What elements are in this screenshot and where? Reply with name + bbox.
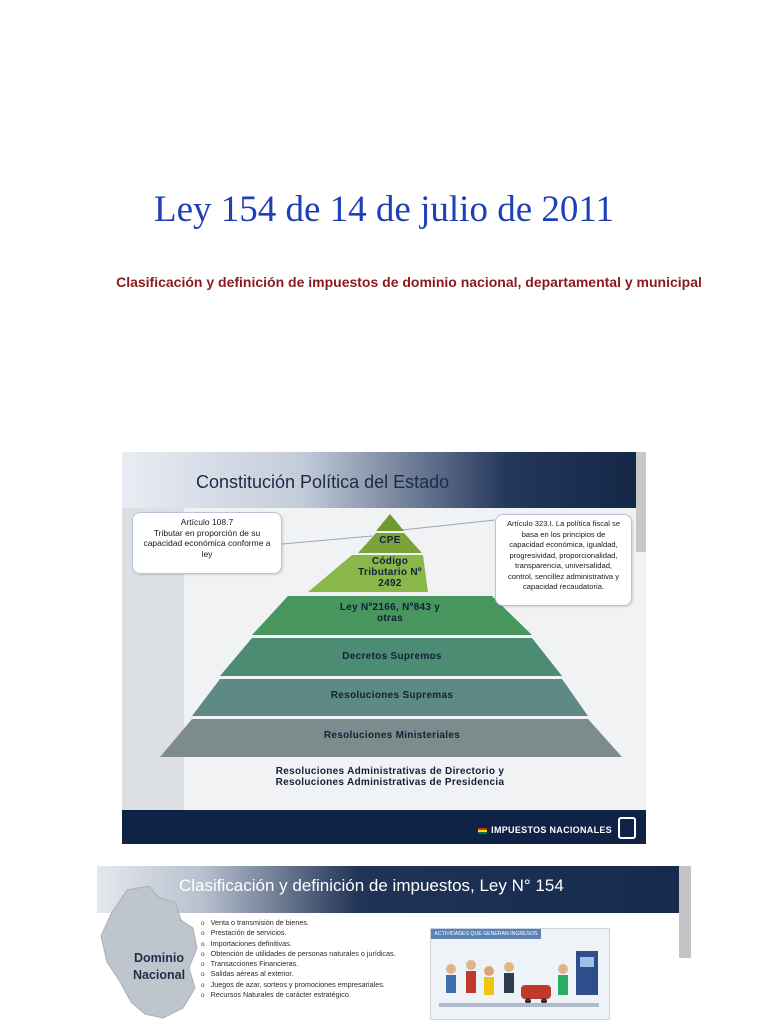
callout-articulo-108 xyxy=(132,512,282,574)
res-admin-line1: Resoluciones Administrativas de Directorio y xyxy=(275,766,505,777)
map-label xyxy=(119,950,199,984)
callout-right-line3: capacidad económica, igualdad, xyxy=(509,540,618,549)
pyramid-label-res-ministeriales: Resoluciones Ministeriales xyxy=(323,730,461,741)
list-item: o Salidas aéreas al exterior. xyxy=(201,969,396,979)
map-label-line2: Nacional xyxy=(132,968,186,982)
pyramid-label-decretos: Decretos Supremos xyxy=(342,651,442,662)
bolivia-flag-icon xyxy=(478,828,487,834)
res-admin-line2: Resoluciones Administrativas de Presidencia xyxy=(275,777,505,788)
page-subtitle: Clasificación y definición de impuestos de dominio nacional, departamental y municipal xyxy=(116,274,702,290)
pyramid-label-codigo xyxy=(330,556,450,589)
callout-right-line6: control, sencillez administrativa y xyxy=(508,571,619,581)
pyramid-label-ley xyxy=(290,602,490,624)
list-item: o Transacciones Financieras. xyxy=(201,959,396,969)
callout-right-line2: basa en los principios de xyxy=(521,529,606,539)
callout-articulo-323 xyxy=(495,514,632,606)
slide-pyramid xyxy=(122,452,646,844)
pyramid-label-res-administrativas xyxy=(192,766,588,788)
list-item: o Prestación de servicios. xyxy=(201,928,396,938)
list-item: o Importaciones definitivas. xyxy=(201,939,396,949)
logo-text: IMPUESTOS NACIONALES xyxy=(491,825,612,835)
callout-left-line4: ley xyxy=(201,548,213,559)
activities-people-icon xyxy=(431,929,609,1019)
codigo-line3: 2492 xyxy=(378,578,402,589)
callout-left-line3: capacidad económica conforme a xyxy=(143,538,271,548)
list-item: o Venta o transmisión de bienes. xyxy=(201,918,396,928)
codigo-line2: Tributario Nº xyxy=(358,567,422,578)
callout-left-line1: Artículo 108.7 xyxy=(180,517,234,527)
slide-dominio-nacional xyxy=(97,866,691,1024)
callout-left-line2: Tributar en proporción de su xyxy=(153,527,261,538)
slide2-header-title: Clasificación y definición de impuestos, Ley N° 154 xyxy=(179,876,564,895)
pyramid-layer-cpe xyxy=(376,514,404,531)
impuestos-mark-icon xyxy=(618,817,636,839)
callout-right-line4: progresividad, proporcionalidad, xyxy=(509,550,618,560)
impuestos-logo xyxy=(478,825,612,835)
pyramid-label-res-supremas: Resoluciones Supremas xyxy=(330,690,454,701)
callout-right-line7: capacidad recaudatoria. xyxy=(522,582,605,591)
activities-illustration xyxy=(430,928,610,1020)
list-item: o Juegos de azar, sorteos y promociones empresariales. xyxy=(201,980,396,990)
ley-line1: Ley Nº2166, Nº843 y xyxy=(339,602,441,613)
map-label-line1: Dominio xyxy=(134,951,184,965)
connector-right xyxy=(402,520,495,530)
activities-panel-label: ACTIVIDADES QUE GENERAN INGRESOS xyxy=(431,929,541,939)
list-item: o Obtención de utilidades de personas naturales o jurídicas. xyxy=(201,949,396,959)
slide-footer xyxy=(122,810,646,844)
ley-line2: otras xyxy=(377,613,403,624)
callout-right-line5: transparencia, universalidad, xyxy=(514,561,613,570)
slide-header-title: Constitución Política del Estado xyxy=(196,472,450,492)
page-title: Ley 154 de 14 de julio de 2011 xyxy=(153,189,614,230)
list-item: o Recursos Naturales de carácter estratégico. xyxy=(201,990,396,1000)
pyramid-label-cpe: CPE xyxy=(379,535,401,546)
slide2-edge-strip xyxy=(679,866,691,958)
callout-right-line1: Artículo 323.I. La política fiscal se xyxy=(506,519,621,528)
tax-item-list xyxy=(201,918,396,1000)
codigo-line1: Código xyxy=(371,556,409,567)
